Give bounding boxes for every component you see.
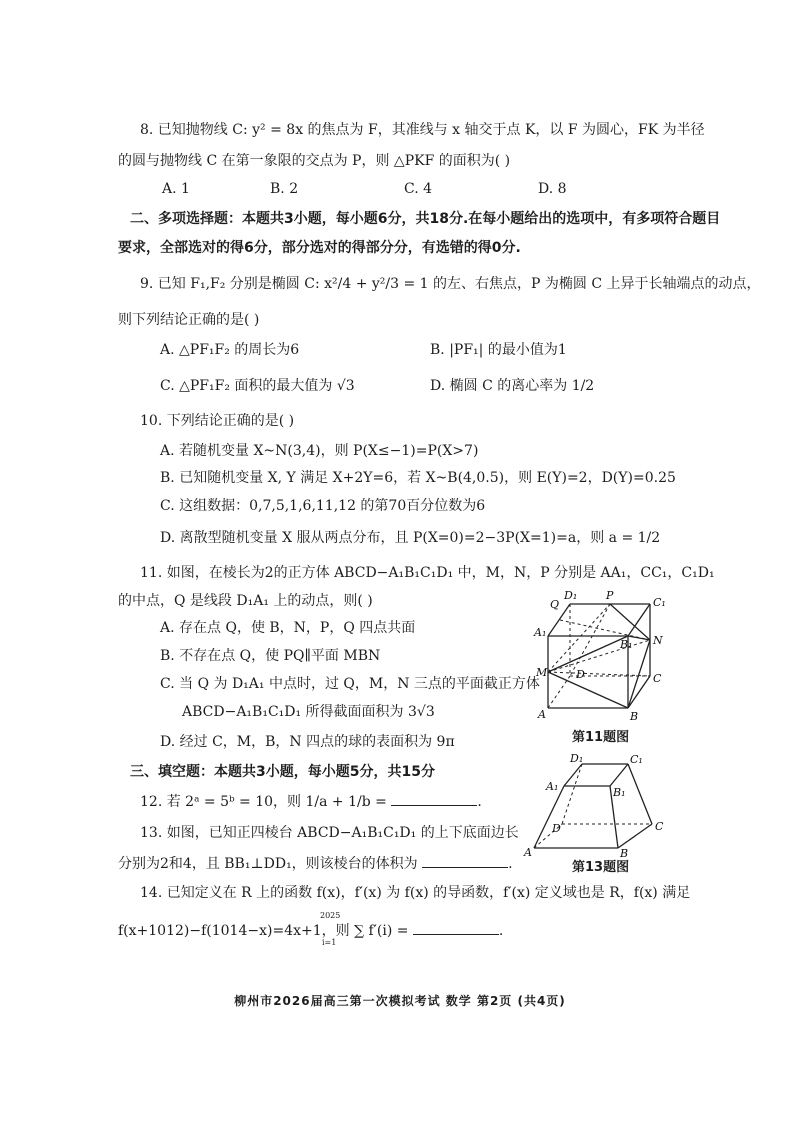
q14-text: f(x+1012)−f(1014−x)=4x+1，则 ∑ f′(i) = <box>118 923 409 939</box>
label-b1: B₁ <box>620 638 633 651</box>
line-mc-hidden <box>548 672 650 676</box>
label-a: A <box>538 708 546 721</box>
q9-option-c: C. △PF₁F₂ 面积的最大值为 √3 <box>160 378 355 394</box>
label-c: C <box>655 820 664 833</box>
q8-option-c: C. 4 <box>404 181 433 197</box>
edge-bc <box>618 824 652 848</box>
q9-line1: 9. 已知 F₁,F₂ 分别是椭圆 C: x²/4 + y²/3 = 1 的左、右焦点，P 为椭圆 C 上异于长轴端点的动点， <box>140 276 761 292</box>
q8-option-a: A. 1 <box>162 181 190 197</box>
label-n: N <box>653 634 663 647</box>
label-b: B <box>620 847 629 858</box>
label-a1: A₁ <box>546 780 559 793</box>
q10-option-c: C. 这组数据：0,7,5,1,6,11,12 的第70百分位数为6 <box>160 498 486 514</box>
q12-answer-blank[interactable] <box>391 793 477 806</box>
label-a: A <box>524 846 532 858</box>
section2-heading-line2: 要求，全部选对的得6分，部分选对的得部分分，有选错的得0分. <box>118 240 521 256</box>
label-b1: B₁ <box>613 786 626 799</box>
edge-c1c <box>628 764 652 824</box>
q9-line2: 则下列结论正确的是( ) <box>118 312 260 328</box>
label-d: D <box>552 822 561 835</box>
label-d1: D₁ <box>564 589 578 602</box>
label-q: Q <box>550 598 560 611</box>
section2-heading-line1: 二、多项选择题：本题共3小题，每小题6分，共18分.在每小题给出的选项中，有多项符合题目 <box>130 211 721 227</box>
q10-option-a: A. 若随机变量 X~N(3,4)，则 P(X≤−1)=P(X>7) <box>160 443 479 459</box>
q9-option-d: D. 椭圆 C 的离心率为 1/2 <box>430 378 595 394</box>
q14-answer-blank[interactable] <box>413 922 499 935</box>
label-c1: C₁ <box>630 753 643 766</box>
edge-d1d-hidden <box>562 764 582 824</box>
edge-d1a1 <box>564 764 582 786</box>
q8-option-b: B. 2 <box>270 181 299 197</box>
line-mb1 <box>548 636 628 672</box>
line-mn-hidden <box>548 640 650 672</box>
label-c1: C₁ <box>653 596 666 609</box>
q11-line2: 的中点，Q 是线段 D₁A₁ 上的动点，则( ) <box>118 593 373 609</box>
q11-option-c: C. 当 Q 为 D₁A₁ 中点时，过 Q，M，N 三点的平面截正方体 <box>160 676 540 692</box>
q10-option-d: D. 离散型随机变量 X 服从两点分布，且 P(X=0)=2−3P(X=1)=a，则 a = 1/2 <box>160 530 661 546</box>
q9-option-a: A. △PF₁F₂ 的周长为6 <box>160 342 300 358</box>
q13-figure-caption: 第13题图 <box>572 860 630 875</box>
q14-sum-upper: 2025 <box>320 911 341 920</box>
q14-line2 <box>118 922 503 940</box>
q11-figure-caption: 第11题图 <box>572 730 630 745</box>
q13-end: . <box>508 856 513 872</box>
q14-sum-lower: i=1 <box>322 938 337 947</box>
q10-option-b: B. 已知随机变量 X, Y 满足 X+2Y=6，若 X~B(4,0.5)，则 E(Y)=2，D(Y)=0.25 <box>160 470 676 486</box>
label-c: C <box>653 672 662 685</box>
q11-cube-figure <box>520 586 680 726</box>
edge-bc <box>628 676 650 708</box>
q13-frustum-figure <box>520 752 680 858</box>
q11-option-a: A. 存在点 Q，使 B，N，P，Q 四点共面 <box>160 620 416 636</box>
section3-heading: 三、填空题：本题共3小题，每小题5分，共15分 <box>130 764 435 780</box>
q12-text: 12. 若 2ᵃ = 5ᵇ = 10，则 1/a + 1/b = <box>140 794 387 810</box>
q14-end: . <box>498 923 504 939</box>
line-mb <box>548 672 628 708</box>
q11-option-b: B. 不存在点 Q，使 PQ∥平面 MBN <box>160 648 381 664</box>
label-d1: D₁ <box>570 752 584 765</box>
label-p: P <box>606 589 614 602</box>
q13-line1: 13. 如图，已知正四棱台 ABCD−A₁B₁C₁D₁ 的上下底面边长 <box>140 825 519 841</box>
q11-line1: 11. 如图，在棱长为2的正方体 ABCD−A₁B₁C₁D₁ 中，M，N，P 分别是 AA₁，CC₁，C₁D₁ <box>140 565 715 581</box>
q14-line1: 14. 已知定义在 R 上的函数 f(x)，f′(x) 为 f(x) 的导函数，f′(x) 定义域也是 R，f(x) 满足 <box>140 885 691 901</box>
q8-line2: 的圆与抛物线 C 在第一象限的交点为 P，则 △PKF 的面积为( ) <box>118 153 511 169</box>
label-d: D <box>576 668 585 681</box>
q13-answer-blank[interactable] <box>422 855 508 868</box>
label-m: M <box>536 666 548 679</box>
page-footer: 柳州市2026届高三第一次模拟考试 数学 第2页 (共4页) <box>234 994 566 1008</box>
q9-option-b: B. |PF₁| 的最小值为1 <box>430 342 567 358</box>
q13-text: 分别为2和4，且 BB₁⊥DD₁，则该棱台的体积为 <box>118 856 418 872</box>
edge-a1a <box>534 786 564 848</box>
q12-end: . <box>477 794 482 810</box>
label-a1: A₁ <box>534 626 547 639</box>
edge-b1c1 <box>610 764 628 786</box>
q10-line1: 10. 下列结论正确的是( ) <box>140 413 295 429</box>
q13-line2 <box>118 855 513 873</box>
q12-line <box>140 793 482 811</box>
line-pd-hidden <box>570 604 610 676</box>
line-pn <box>610 604 650 640</box>
q11-option-c-cont: ABCD−A₁B₁C₁D₁ 所得截面面积为 3√3 <box>182 704 435 720</box>
q8-option-d: D. 8 <box>538 181 567 197</box>
edge-b1c1 <box>628 604 650 636</box>
label-b: B <box>630 710 639 723</box>
q11-option-d: D. 经过 C，M，B，N 四点的球的表面积为 9π <box>160 734 455 750</box>
q8-line1: 8. 已知抛物线 C: y² = 8x 的焦点为 F，其准线与 x 轴交于点 K，以 F 为圆心，FK 为半径 <box>140 122 705 138</box>
